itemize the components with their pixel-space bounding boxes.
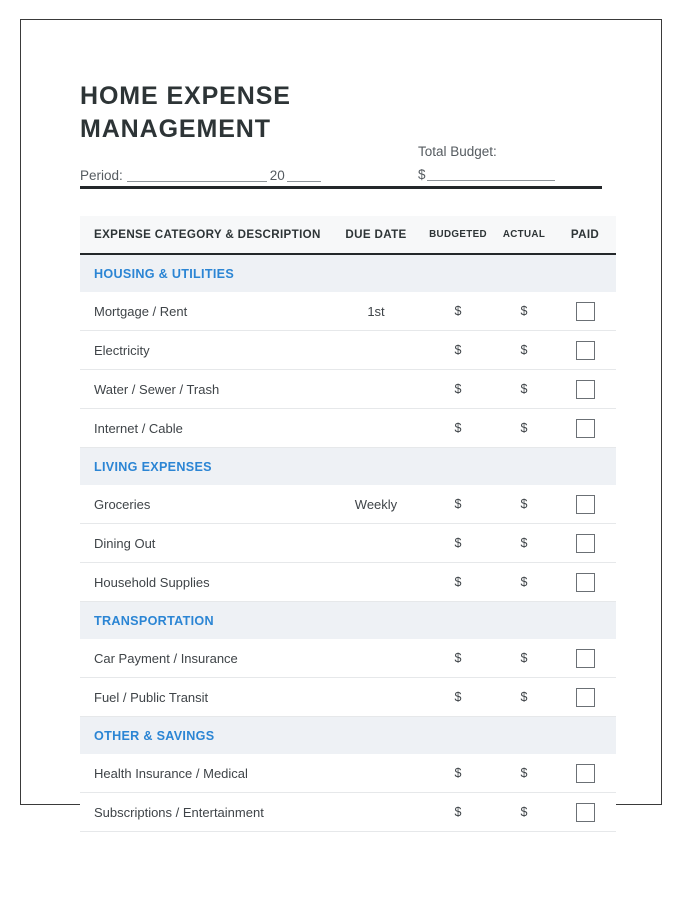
expense-description: Electricity — [80, 331, 330, 370]
table-row — [80, 331, 616, 370]
paid-cell — [554, 524, 616, 563]
due-date-cell[interactable] — [330, 793, 422, 832]
currency-symbol: $ — [418, 166, 426, 182]
section-header-label: HOUSING & UTILITIES — [80, 254, 616, 292]
paid-cell — [554, 639, 616, 678]
paid-cell — [554, 793, 616, 832]
year-prefix-label: 20 — [269, 167, 285, 183]
paid-cell — [554, 409, 616, 448]
section-header-row — [80, 602, 616, 640]
expense-table — [80, 216, 616, 832]
actual-amount-cell[interactable]: $ — [494, 331, 554, 370]
due-date-cell[interactable] — [330, 524, 422, 563]
table-row — [80, 409, 616, 448]
due-date-cell[interactable]: Weekly — [330, 485, 422, 524]
actual-amount-cell[interactable]: $ — [494, 485, 554, 524]
actual-amount-cell[interactable]: $ — [494, 639, 554, 678]
expense-description: Car Payment / Insurance — [80, 639, 330, 678]
actual-amount-cell[interactable]: $ — [494, 563, 554, 602]
budgeted-amount-cell[interactable]: $ — [422, 639, 494, 678]
paid-cell — [554, 563, 616, 602]
column-header-due-date: DUE DATE — [330, 216, 422, 254]
due-date-cell[interactable]: 1st — [330, 292, 422, 331]
section-header-row — [80, 254, 616, 292]
due-date-cell[interactable] — [330, 639, 422, 678]
table-row — [80, 793, 616, 832]
paid-checkbox[interactable] — [576, 341, 595, 360]
due-date-cell[interactable] — [330, 754, 422, 793]
table-row — [80, 754, 616, 793]
paid-checkbox[interactable] — [576, 302, 595, 321]
paid-checkbox[interactable] — [576, 534, 595, 553]
column-header-actual: ACTUAL — [494, 216, 554, 254]
header-divider — [80, 186, 602, 189]
budgeted-amount-cell[interactable]: $ — [422, 563, 494, 602]
paid-cell — [554, 754, 616, 793]
page-title-line-1: HOME EXPENSE — [80, 82, 291, 110]
actual-amount-cell[interactable]: $ — [494, 524, 554, 563]
budgeted-amount-cell[interactable]: $ — [422, 754, 494, 793]
budgeted-amount-cell[interactable]: $ — [422, 409, 494, 448]
table-body — [80, 254, 616, 832]
actual-amount-cell[interactable]: $ — [494, 370, 554, 409]
document-page — [20, 19, 662, 820]
budgeted-amount-cell[interactable]: $ — [422, 485, 494, 524]
actual-amount-cell[interactable]: $ — [494, 409, 554, 448]
budgeted-amount-cell[interactable]: $ — [422, 331, 494, 370]
period-input[interactable] — [127, 168, 267, 182]
budgeted-amount-cell[interactable]: $ — [422, 793, 494, 832]
section-header-label: TRANSPORTATION — [80, 602, 616, 640]
expense-description: Groceries — [80, 485, 330, 524]
paid-cell — [554, 292, 616, 331]
total-budget-label: Total Budget: — [418, 143, 497, 159]
table-header-row — [80, 216, 616, 254]
paid-checkbox[interactable] — [576, 803, 595, 822]
table-row — [80, 639, 616, 678]
due-date-cell[interactable] — [330, 563, 422, 602]
total-budget-field-group — [418, 144, 555, 182]
budgeted-amount-cell[interactable]: $ — [422, 292, 494, 331]
section-header-label: LIVING EXPENSES — [80, 448, 616, 486]
section-header-label: OTHER & SAVINGS — [80, 717, 616, 755]
budgeted-amount-cell[interactable]: $ — [422, 678, 494, 717]
table-row — [80, 292, 616, 331]
period-label: Period: — [80, 167, 123, 183]
due-date-cell[interactable] — [330, 331, 422, 370]
paid-checkbox[interactable] — [576, 649, 595, 668]
paid-checkbox[interactable] — [576, 764, 595, 783]
table-row — [80, 678, 616, 717]
year-input[interactable] — [287, 168, 321, 182]
page-title-line-2: MANAGEMENT — [80, 115, 271, 144]
paid-cell — [554, 370, 616, 409]
table-row — [80, 370, 616, 409]
expense-description: Water / Sewer / Trash — [80, 370, 330, 409]
total-budget-input[interactable] — [427, 167, 555, 181]
budgeted-amount-cell[interactable]: $ — [422, 524, 494, 563]
actual-amount-cell[interactable]: $ — [494, 678, 554, 717]
actual-amount-cell[interactable]: $ — [494, 292, 554, 331]
budgeted-amount-cell[interactable]: $ — [422, 370, 494, 409]
paid-checkbox[interactable] — [576, 573, 595, 592]
section-header-row — [80, 448, 616, 486]
document-header — [80, 80, 602, 196]
expense-description: Internet / Cable — [80, 409, 330, 448]
table-row — [80, 485, 616, 524]
expense-description: Health Insurance / Medical — [80, 754, 330, 793]
actual-amount-cell[interactable]: $ — [494, 793, 554, 832]
section-header-row — [80, 717, 616, 755]
expense-description: Dining Out — [80, 524, 330, 563]
column-header-budgeted: BUDGETED — [422, 216, 494, 254]
expense-description: Fuel / Public Transit — [80, 678, 330, 717]
paid-cell — [554, 485, 616, 524]
table-row — [80, 524, 616, 563]
table-row — [80, 563, 616, 602]
paid-checkbox[interactable] — [576, 419, 595, 438]
column-header-description: EXPENSE CATEGORY & DESCRIPTION — [80, 216, 330, 254]
paid-cell — [554, 331, 616, 370]
paid-checkbox[interactable] — [576, 495, 595, 514]
due-date-cell[interactable] — [330, 678, 422, 717]
due-date-cell[interactable] — [330, 409, 422, 448]
paid-checkbox[interactable] — [576, 688, 595, 707]
table-header — [80, 216, 616, 254]
expense-description: Household Supplies — [80, 563, 330, 602]
paid-cell — [554, 678, 616, 717]
page-title — [80, 80, 410, 147]
expense-description: Subscriptions / Entertainment — [80, 793, 330, 832]
expense-description: Mortgage / Rent — [80, 292, 330, 331]
period-field-group — [80, 168, 321, 183]
column-header-paid: PAID — [554, 216, 616, 254]
paid-checkbox[interactable] — [576, 380, 595, 399]
due-date-cell[interactable] — [330, 370, 422, 409]
actual-amount-cell[interactable]: $ — [494, 754, 554, 793]
